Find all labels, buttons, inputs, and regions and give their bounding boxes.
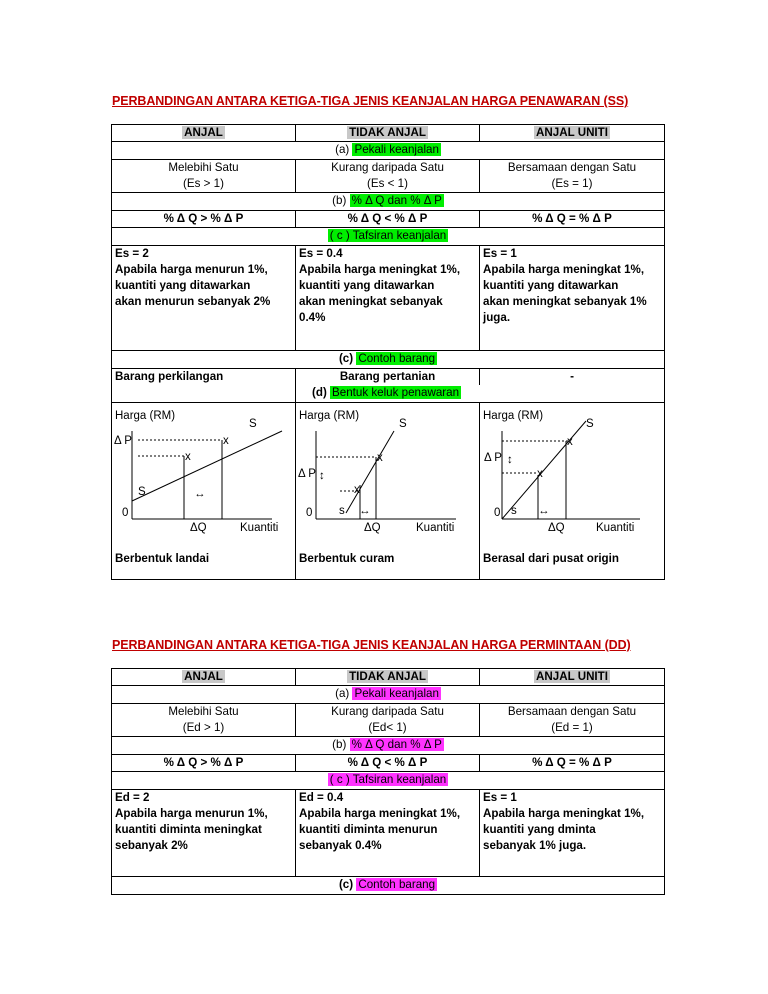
coef-anjal-sym: (Ed > 1) (182, 721, 225, 734)
shape-anjal: Berbentuk landai (115, 552, 210, 565)
dd-table (111, 668, 665, 895)
section-a-row (112, 686, 665, 704)
x-axis-label: Kuantiti (596, 522, 635, 534)
shape-uniti: Berasal dari pusat origin (483, 552, 619, 565)
example-uniti: - (480, 369, 665, 386)
pct-tidak-anjal: % Δ Q < % Δ P (296, 755, 480, 772)
example-tidak-anjal: Barang pertanian (296, 369, 480, 386)
interp-anjal-value: Es = 2 (115, 247, 149, 260)
graph-inelastic (296, 403, 480, 549)
graph-unit-elastic (480, 403, 665, 549)
interp-uniti-line: Apabila harga meningkat 1%, (483, 807, 645, 820)
horizontal-arrow-icon: ↔ (359, 505, 371, 517)
graphs-row (112, 403, 665, 550)
interp-anjal-line: Apabila harga menurun 1%, (115, 263, 268, 276)
interp-row (112, 790, 665, 877)
section-c2-num: (c) (338, 878, 354, 891)
point-marker: x (567, 436, 573, 448)
coef-tidak-anjal-sym: (Ed< 1) (368, 721, 407, 734)
interp-uniti-line: juga. (483, 311, 511, 324)
pct-row (112, 211, 665, 228)
curve-label-low: S (138, 486, 146, 498)
interp-uniti-line: akan meningkat sebanyak 1% (483, 295, 647, 308)
delta-p-label: Δ P (484, 452, 502, 464)
coef-anjal-sym: (Es > 1) (183, 177, 224, 190)
interp-uniti-line: kuantiti yang ditawarkan (483, 279, 619, 292)
section-a-num: (a) (335, 143, 350, 156)
section-a-label: Pekali keanjalan (354, 687, 439, 700)
section-c-row (112, 228, 665, 246)
section-b-row (112, 193, 665, 211)
section-c2-row (112, 877, 665, 895)
point-marker: x (223, 435, 229, 447)
section-b-label: % Δ Q dan % Δ P (351, 738, 442, 751)
interp-uniti-line: kuantiti yang dminta (483, 823, 596, 836)
interp-uniti-line: sebanyak 1% juga. (483, 839, 587, 852)
curve-label: S (586, 418, 594, 430)
section-c2-label: Contoh barang (358, 878, 436, 891)
pct-anjal: % Δ Q > % Δ P (112, 211, 296, 228)
interp-anjal-value: Ed = 2 (115, 791, 150, 804)
section-c2-label: Contoh barang (358, 352, 436, 365)
interp-row (112, 246, 665, 351)
header-row (112, 669, 665, 686)
interp-uniti-value: Es = 1 (483, 247, 517, 260)
coef-uniti-sym: (Es = 1) (551, 177, 593, 190)
x-axis-label: Kuantiti (240, 522, 279, 534)
delta-p-label: Δ P (114, 435, 132, 447)
interp-anjal-line: Apabila harga menurun 1%, (115, 807, 268, 820)
ss-title: PERBANDINGAN ANTARA KETIGA-TIGA JENIS KEANJALAN HARGA PENAWARAN (SS) (112, 94, 629, 108)
point-marker: x (185, 451, 191, 463)
coef-anjal: Melebihi Satu (168, 705, 239, 718)
shape-tidak-anjal: Berbentuk curam (299, 552, 395, 565)
interp-uniti-value: Es = 1 (483, 791, 517, 804)
dd-title: PERBANDINGAN ANTARA KETIGA-TIGA JENIS KEANJALAN HARGA PERMINTAAN (DD) (112, 638, 631, 652)
curve-label: S (399, 418, 407, 430)
coef-uniti: Bersamaan dengan Satu (507, 705, 637, 718)
section-c2-num: (c) (338, 352, 354, 365)
origin-label: 0 (122, 507, 129, 519)
interp-anjal-line: akan menurun sebanyak 2% (115, 295, 271, 308)
interp-tidak-anjal-line: sebanyak 0.4% (299, 839, 382, 852)
coef-tidak-anjal-sym: (Es < 1) (367, 177, 408, 190)
curve-label-low: s (339, 505, 345, 517)
graph-elastic (112, 403, 296, 549)
header-anjal: ANJAL (184, 126, 223, 139)
interp-anjal-line: sebanyak 2% (115, 839, 188, 852)
examples-row (112, 369, 665, 386)
coef-uniti: Bersamaan dengan Satu (507, 161, 637, 174)
example-anjal: Barang perkilangan (112, 369, 296, 386)
interp-uniti-line: Apabila harga meningkat 1%, (483, 263, 645, 276)
coef-anjal: Melebihi Satu (168, 161, 239, 174)
y-axis-label: Harga (RM) (483, 410, 544, 422)
point-marker: x (377, 452, 383, 464)
interp-tidak-anjal-value: Es = 0.4 (299, 247, 343, 260)
interp-anjal-line: kuantiti diminta meningkat (115, 823, 262, 836)
interp-anjal-line: kuantiti yang ditawarkan (115, 279, 251, 292)
point-marker: x (354, 484, 360, 496)
header-tidak-anjal: TIDAK ANJAL (349, 670, 426, 683)
header-anjal: ANJAL (184, 670, 223, 683)
coef-row (112, 160, 665, 193)
header-anjal-uniti: ANJAL UNITI (536, 126, 608, 139)
pct-row (112, 755, 665, 772)
origin-label: 0 (494, 507, 501, 519)
section-d-row (112, 385, 665, 403)
section-a-num: (a) (335, 687, 350, 700)
coef-tidak-anjal: Kurang daripada Satu (331, 161, 444, 174)
section-a-row (112, 142, 665, 160)
interp-tidak-anjal-line: kuantiti diminta menurun (299, 823, 438, 836)
pct-uniti: % Δ Q = % Δ P (480, 211, 665, 228)
header-row (112, 125, 665, 142)
y-axis-label: Harga (RM) (115, 410, 176, 422)
interp-tidak-anjal-line: kuantiti yang ditawarkan (299, 279, 435, 292)
header-tidak-anjal: TIDAK ANJAL (349, 126, 426, 139)
section-b-num: (b) (332, 738, 347, 751)
origin-label: 0 (306, 507, 313, 519)
delta-q-label: ΔQ (364, 522, 381, 534)
ss-table (111, 124, 665, 580)
section-a-label: Pekali keanjalan (354, 143, 439, 156)
point-marker: x (537, 468, 543, 480)
curve-label-low: s (511, 505, 517, 517)
pct-uniti: % Δ Q = % Δ P (480, 755, 665, 772)
section-b-label: % Δ Q dan % Δ P (351, 194, 442, 207)
section-b-num: (b) (332, 194, 347, 207)
interp-tidak-anjal-line: 0.4% (299, 311, 326, 324)
section-c-label: ( c ) Tafsiran keanjalan (329, 773, 447, 786)
section-d-label: Bentuk keluk penawaran (332, 386, 460, 399)
vertical-arrow-icon: ↕ (507, 454, 513, 466)
coef-tidak-anjal: Kurang daripada Satu (331, 705, 444, 718)
interp-tidak-anjal-line: akan meningkat sebanyak (299, 295, 443, 308)
horizontal-arrow-icon: ↔ (194, 488, 206, 500)
pct-tidak-anjal: % Δ Q < % Δ P (296, 211, 480, 228)
supply-curve (346, 431, 394, 513)
x-axis-label: Kuantiti (416, 522, 455, 534)
delta-q-label: ΔQ (190, 522, 207, 534)
interp-tidak-anjal-line: Apabila harga meningkat 1%, (299, 807, 461, 820)
vertical-arrow-icon: ↕ (319, 470, 325, 482)
pct-anjal: % Δ Q > % Δ P (112, 755, 296, 772)
supply-curve (132, 431, 282, 501)
y-axis-label: Harga (RM) (299, 410, 360, 422)
horizontal-arrow-icon: ↔ (538, 505, 550, 517)
section-c2-row (112, 351, 665, 369)
header-anjal-uniti: ANJAL UNITI (536, 670, 608, 683)
section-b-row (112, 737, 665, 755)
section-d-num: (d) (312, 386, 327, 399)
coef-row (112, 704, 665, 737)
interp-tidak-anjal-line: Apabila harga meningkat 1%, (299, 263, 461, 276)
interp-tidak-anjal-value: Ed = 0.4 (299, 791, 344, 804)
delta-p-label: Δ P (298, 468, 316, 480)
coef-uniti-sym: (Ed = 1) (551, 721, 593, 734)
section-c-label: ( c ) Tafsiran keanjalan (329, 229, 447, 242)
section-c-row (112, 772, 665, 790)
curve-label: S (249, 418, 257, 430)
delta-q-label: ΔQ (548, 522, 565, 534)
